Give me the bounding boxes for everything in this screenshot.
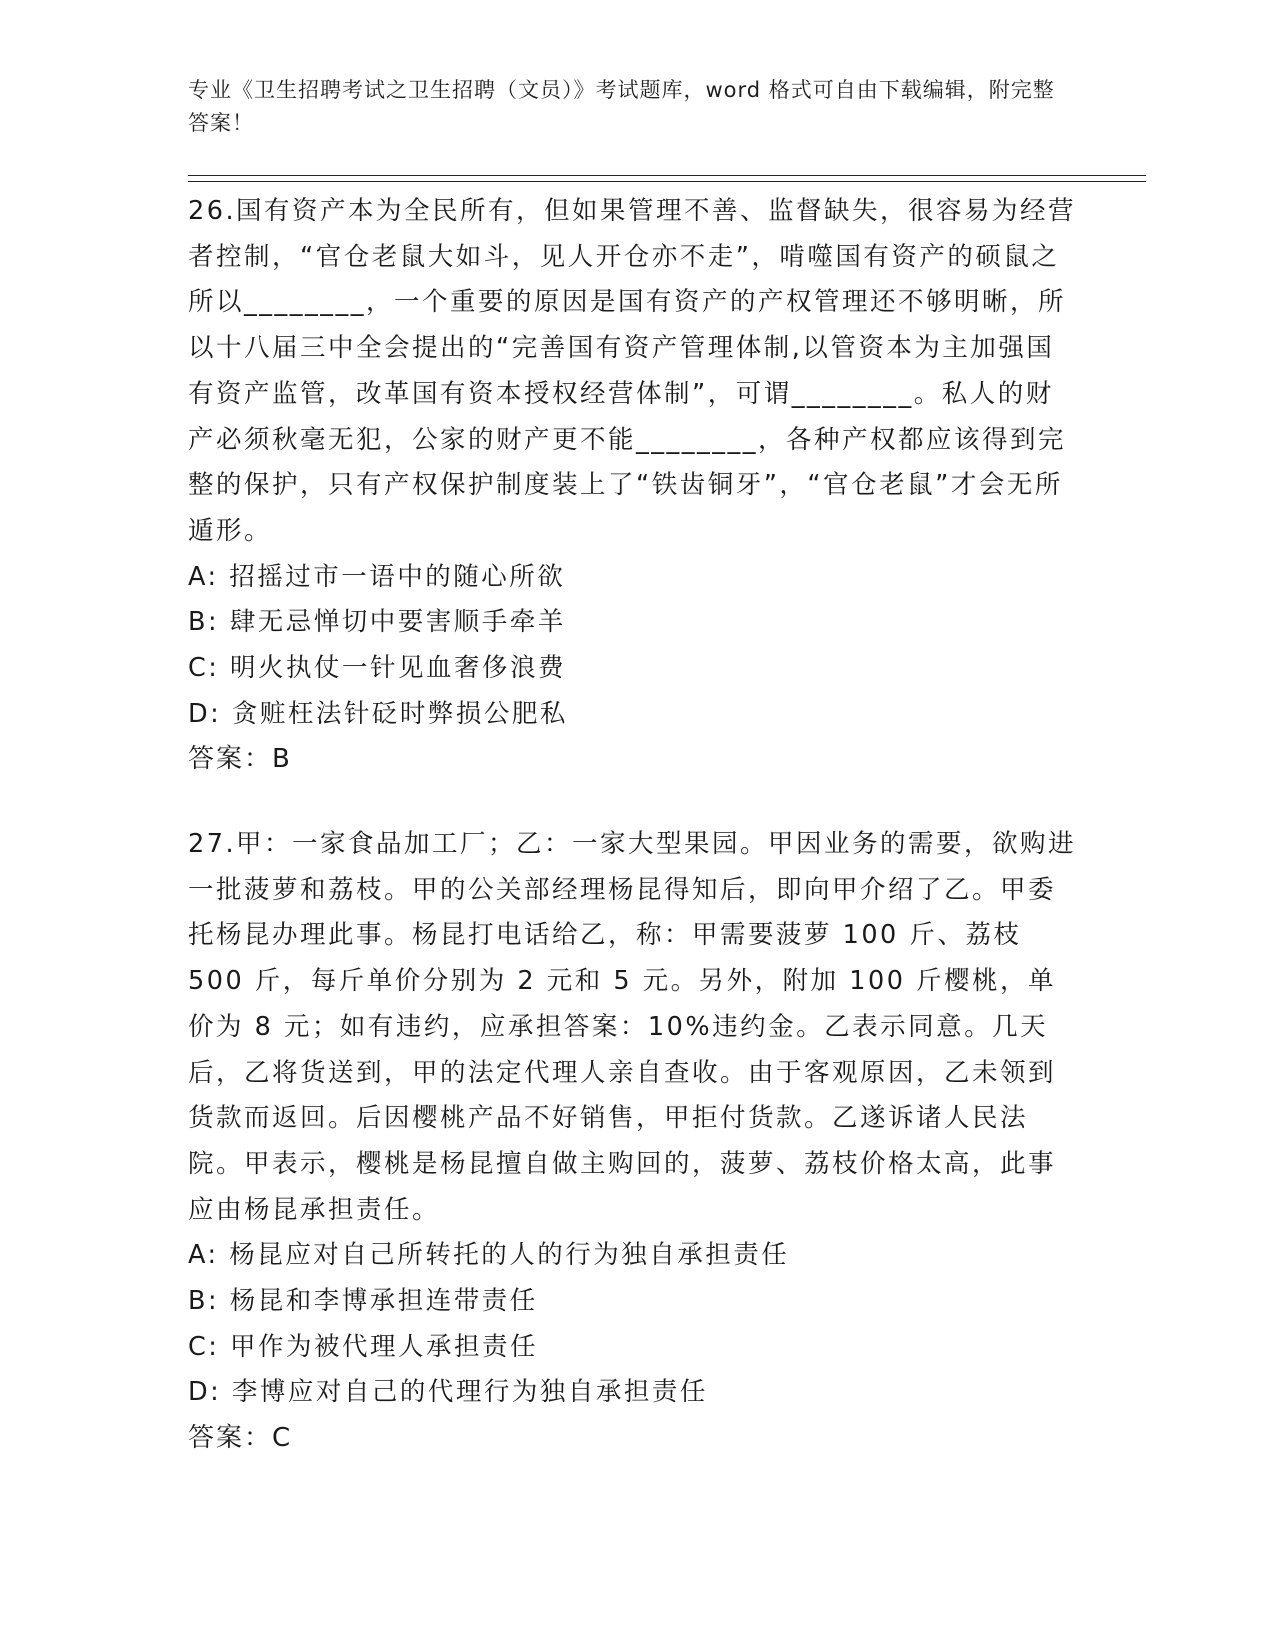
option-a: A: 杨昆应对自己所转托的人的行为独自承担责任 bbox=[188, 1240, 790, 1271]
header-divider-bottom bbox=[188, 181, 1146, 182]
answer: 答案：B bbox=[188, 744, 292, 775]
option-d: D: 李博应对自己的代理行为独自承担责任 bbox=[188, 1377, 708, 1408]
option-c: C: 甲作为被代理人承担责任 bbox=[188, 1331, 539, 1362]
question-stem: 27.甲：一家食品加工厂；乙：一家大型果园。甲因业务的需要，欲购进一批菠萝和荔枝。甲的公关部经理杨昆得知后，即向甲介绍了乙。甲委托杨昆办理此事。杨昆打电话给乙，称：甲需要菠萝 100 斤、荔枝 500 斤，每斤单价分别为 2 元和 5 元。另外，附加 100 斤樱桃，单价为 8 元；如有违约，应承担答案：10%违约金。乙表示同意。几天后，乙将货送到，甲的法定代理人亲自查收。由于客观原因，乙未领到货款而返回。后因樱桃产品不好销售，甲拒付货款。乙遂诉诸人民法院。甲表示，樱桃是杨昆擅自做主购回的，菠萝、荔枝价格太高，此事应由杨昆承担责任。 bbox=[188, 829, 1077, 1225]
question-stem: 26.国有资产本为全民所有，但如果管理不善、监督缺失，很容易为经营者控制，“官仓老鼠大如斗，见人开仓亦不走”，啃噬国有资产的硕鼠之所以________，一个重要的原因是国有资产的产权管理还不够明晰，所以十八届三中全会提出的“完善国有资产管理体制,以管资本为主加强国有资产监管，改革国有资本授权经营体制”，可谓________。私人的财产必须秋毫无犯，公家的财产更不能________，各种产权都应该得到完整的保护，只有产权保护制度装上了“铁齿铜牙”，“官仓老鼠”才会无所遁形。 bbox=[188, 196, 1077, 546]
option-b: B: 肆无忌惮切中要害顺手牵羊 bbox=[188, 607, 566, 638]
header-divider-top bbox=[188, 175, 1146, 176]
question-27 bbox=[188, 822, 1078, 1462]
answer: 答案：C bbox=[188, 1423, 293, 1454]
question-26 bbox=[188, 189, 1078, 783]
option-b: B: 杨昆和李博承担连带责任 bbox=[188, 1286, 538, 1317]
option-a: A: 招摇过市一语中的随心所欲 bbox=[188, 561, 566, 592]
option-d: D: 贪赃枉法针砭时弊损公肥私 bbox=[188, 698, 568, 729]
option-c: C: 明火执仗一针见血奢侈浪费 bbox=[188, 653, 567, 684]
document-header: 专业《卫生招聘考试之卫生招聘（文员）》考试题库，word 格式可自由下载编辑，附完整答案！ bbox=[188, 78, 1055, 135]
